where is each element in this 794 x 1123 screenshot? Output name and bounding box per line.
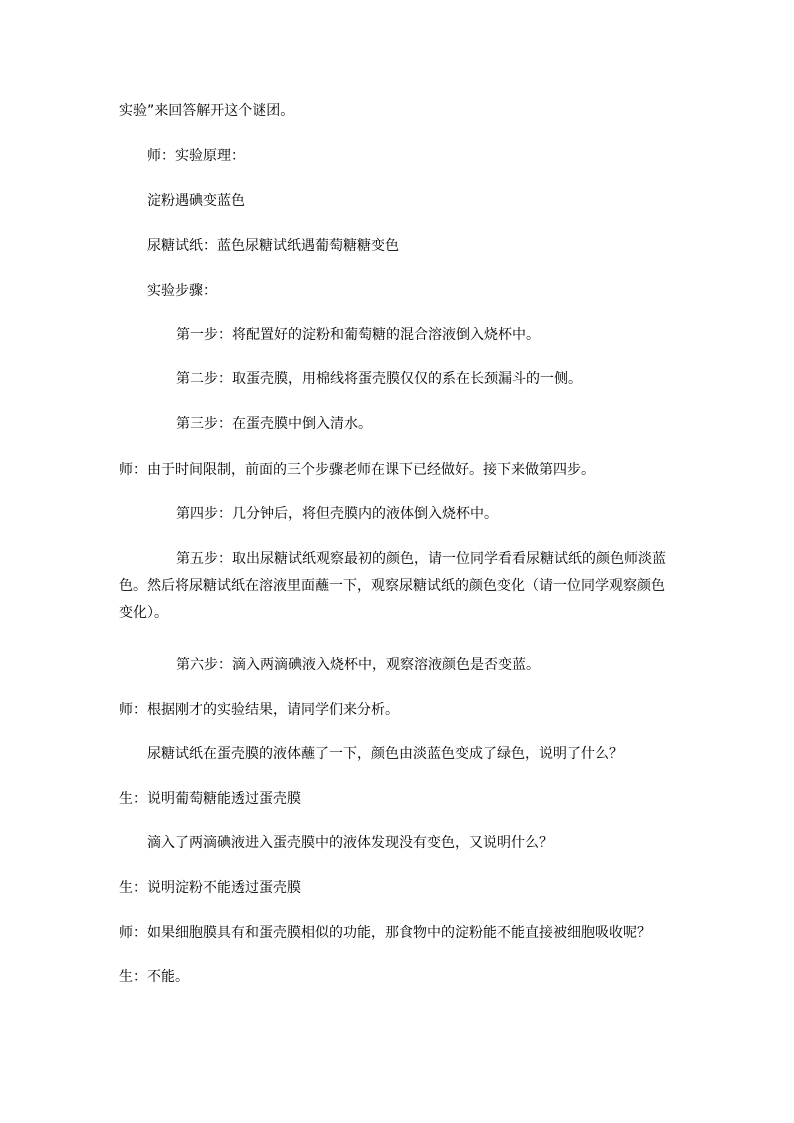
paragraph-step-2: 第二步：取蛋壳膜，用棉线将蛋壳膜仅仅的系在长颈漏斗的一侧。 — [176, 371, 582, 387]
paragraph-student-answer-no: 生：不能。 — [119, 969, 189, 985]
paragraph-starch-iodine: 淀粉遇碘变蓝色 — [147, 193, 245, 209]
paragraph-urine-test-strip: 尿糖试纸：蓝色尿糖试纸遇葡萄糖糖变色 — [147, 238, 399, 254]
paragraph-experiment-steps-heading: 实验步骤： — [147, 283, 217, 299]
paragraph-experiment-principle-heading: 师：实验原理： — [147, 148, 245, 164]
paragraph-student-answer-glucose: 生：说明葡萄糖能透过蛋壳膜 — [119, 791, 301, 807]
paragraph-step-3: 第三步：在蛋壳膜中倒入清水。 — [176, 416, 372, 432]
paragraph-step-6: 第六步：滴入两滴碘液入烧杯中，观察溶液颜色是否变蓝。 — [176, 657, 540, 673]
paragraph-question-starch: 滴入了两滴碘液进入蛋壳膜中的液体发现没有变色，又说明什么？ — [147, 835, 553, 851]
paragraph-teacher-analysis: 师：根据刚才的实验结果，请同学们来分析。 — [119, 702, 399, 718]
paragraph-step-1: 第一步：将配置好的淀粉和葡萄糖的混合溶液倒入烧杯中。 — [176, 327, 540, 343]
paragraph-teacher-cell-membrane-question: 师：如果细胞膜具有和蛋壳膜相似的功能，那食物中的淀粉能不能直接被细胞吸收呢？ — [119, 925, 651, 941]
paragraph-intro-continuation: 实验”来回答解开这个谜团。 — [119, 103, 295, 119]
paragraph-teacher-time-limit: 师：由于时间限制，前面的三个步骤老师在课下已经做好。接下来做第四步。 — [119, 462, 595, 478]
paragraph-student-answer-starch: 生：说明淀粉不能透过蛋壳膜 — [119, 880, 301, 896]
paragraph-question-glucose: 尿糖试纸在蛋壳膜的液体蘸了一下，颜色由淡蓝色变成了绿色，说明了什么？ — [147, 746, 623, 762]
paragraph-step-5: 第五步：取出尿糖试纸观察最初的颜色，请一位同学看看尿糖试纸的颜色师淡蓝色。然后将尿糖试纸在溶液里面蘸一下，观察尿糖试纸的颜色变化（请一位同学观察颜色变化）。 — [119, 551, 666, 621]
paragraph-step-4: 第四步：几分钟后，将但壳膜内的液体倒入烧杯中。 — [176, 506, 498, 522]
